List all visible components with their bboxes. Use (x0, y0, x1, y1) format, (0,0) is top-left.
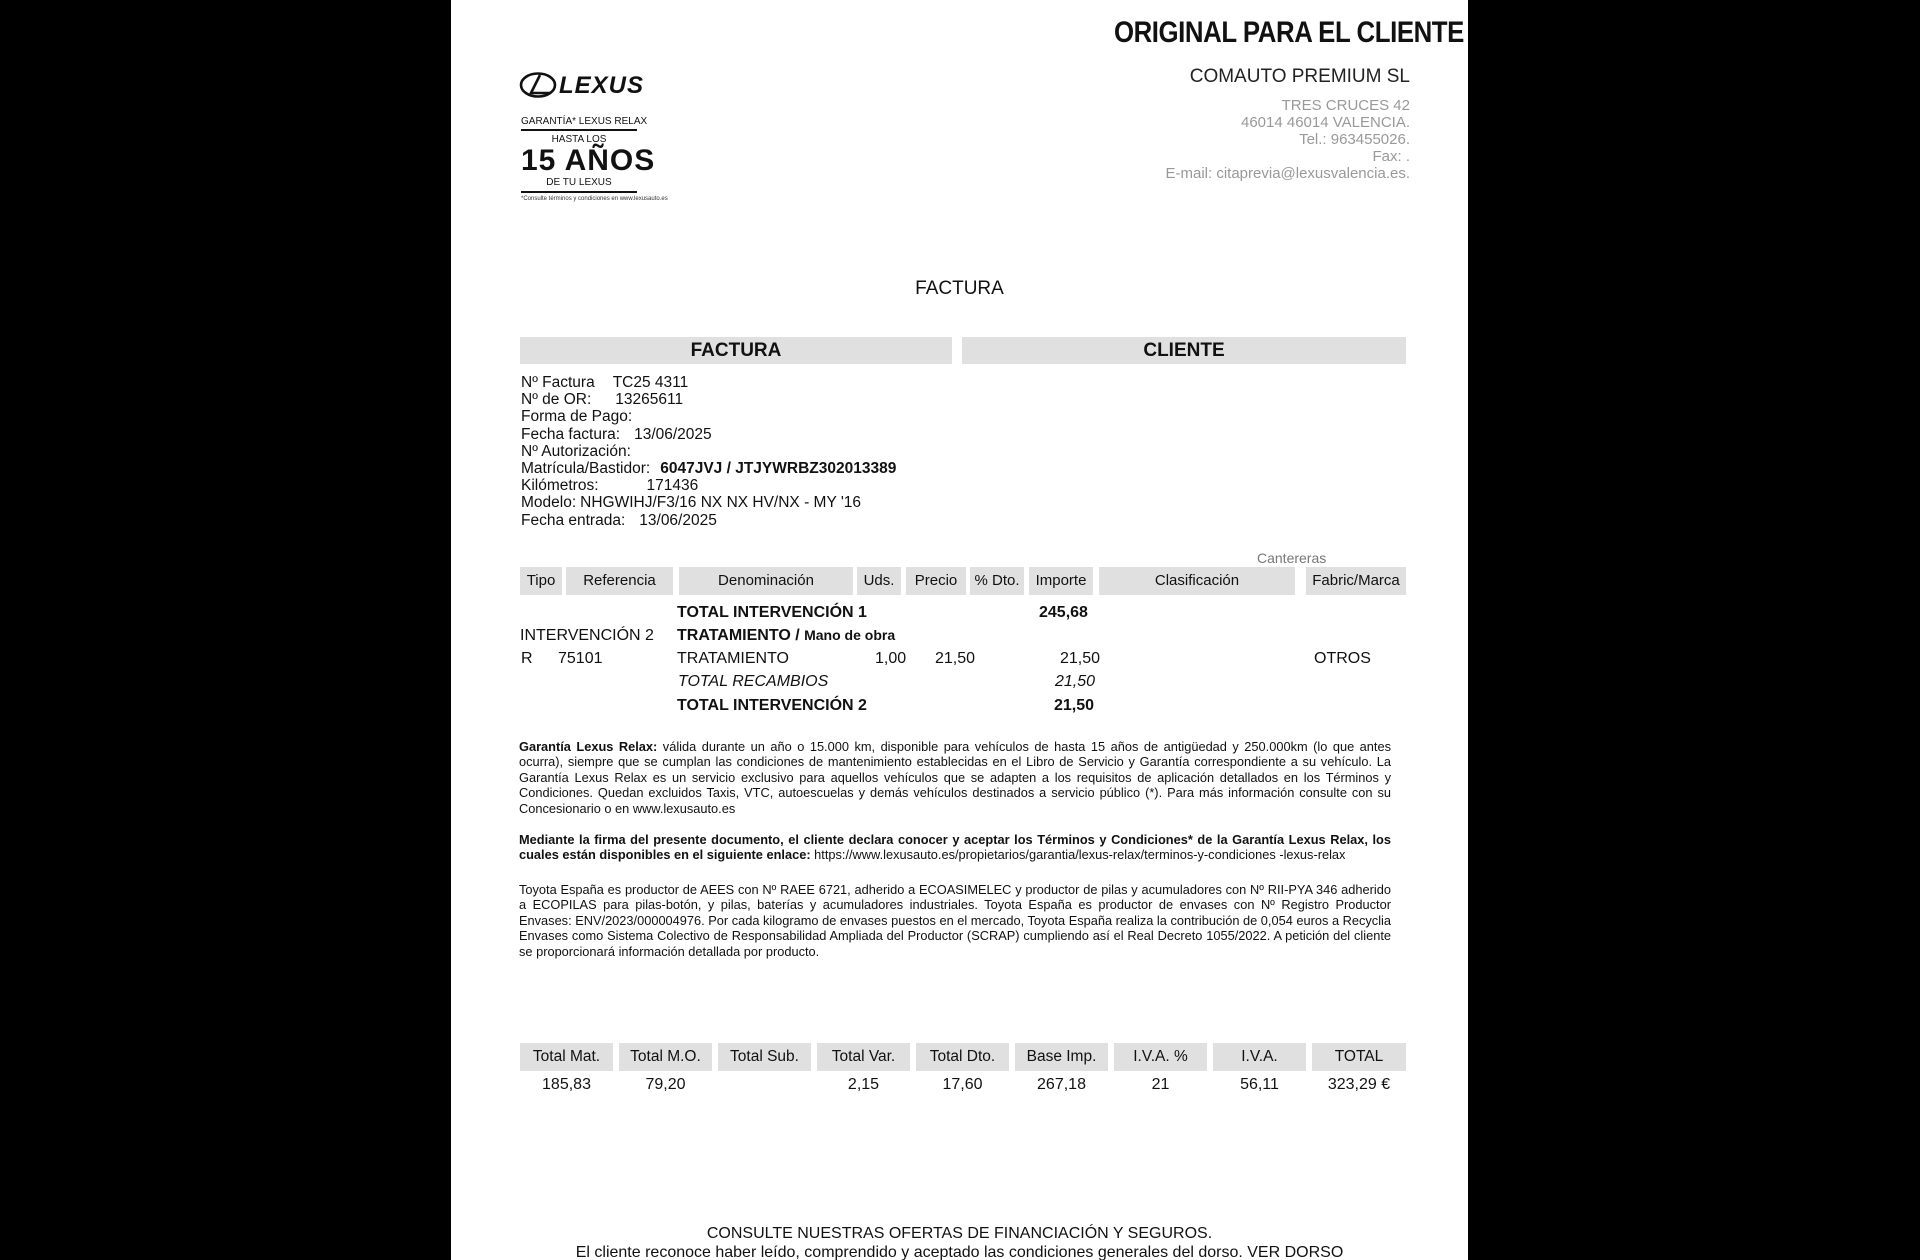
total-int2-label: TOTAL INTERVENCIÓN 2 (677, 697, 867, 714)
int2-desc (677, 627, 895, 645)
col-clasificacion: Clasificación (1099, 567, 1295, 595)
badge-line3: 15 AÑOS (521, 144, 656, 177)
int2-label: INTERVENCIÓN 2 (520, 627, 654, 644)
tot-head-iva-pct: I.V.A. % (1114, 1043, 1207, 1071)
col-referencia: Referencia (566, 567, 673, 595)
tot-val-mat: 185,83 (542, 1076, 591, 1093)
cliente-section-bar: CLIENTE (962, 337, 1406, 364)
tot-val-var: 2,15 (847, 1076, 880, 1093)
dealer-fax: Fax: . (1372, 148, 1410, 165)
dealer-address1: TRES CRUCES 42 (1281, 97, 1410, 114)
info-value: NHGWIHJ/F3/16 NX NX HV/NX - MY '16 (580, 494, 862, 512)
col-uds: Uds. (857, 567, 901, 595)
info-value: TC25 4311 (612, 374, 689, 391)
badge-line4: DE TU LEXUS (521, 177, 637, 193)
client-fragment: Cantereras (1257, 550, 1327, 566)
dealer-name: COMAUTO PREMIUM SL (1189, 66, 1410, 87)
tot-val-total: 323,29 € (1327, 1076, 1391, 1093)
info-row-autorizacion (521, 443, 896, 460)
col-denominacion: Denominación (679, 567, 853, 595)
info-label: Nº de OR: (521, 391, 592, 409)
total-int1-label: TOTAL INTERVENCIÓN 1 (677, 604, 867, 621)
dealer-info (1166, 97, 1411, 182)
col-importe: Importe (1029, 567, 1093, 595)
tot-head-mat: Total Mat. (520, 1043, 613, 1071)
badge-line2: HASTA LOS (551, 134, 607, 145)
info-label: Kilómetros: (521, 477, 599, 495)
item-precio: 21,50 (935, 650, 976, 667)
legal-terms-title: Mediante la firma del presente documento, el cliente declara conocer y aceptar los Términos y Condiciones* de la Garantía Lexus Relax, los cuales están disponibles en el siguiente enlace: (519, 832, 1391, 863)
invoice-info (521, 374, 896, 529)
dealer-phone: Tel.: 963455026. (1299, 131, 1410, 148)
lexus-wordmark: LEXUS (559, 72, 645, 99)
info-row-or (521, 391, 896, 408)
total-recambios-value: 21,50 (1055, 673, 1096, 690)
info-value: 6047JVJ / JTJYWRBZ302013389 (660, 460, 897, 478)
tot-head-base: Base Imp. (1015, 1043, 1108, 1071)
invoice-page (451, 0, 1468, 1260)
col-dto: % Dto. (970, 567, 1024, 595)
info-label: Nº Autorización: (521, 442, 631, 460)
tot-val-iva-pct: 21 (1151, 1076, 1170, 1093)
dealer-address2: 46014 46014 VALENCIA. (1240, 114, 1410, 131)
info-row-km (521, 477, 896, 494)
dealer-email: E-mail: citaprevia@lexusvalencia.es. (1165, 165, 1410, 182)
col-fabric-marca: Fabric/Marca (1306, 567, 1406, 595)
info-label: Nº Factura (521, 374, 595, 391)
footer-line2: El cliente reconoce haber leído, comprendido y aceptado las condiciones generales del dorso. VER DORSO (575, 1244, 1344, 1260)
legal-terms-link: https://www.lexusauto.es/propietarios/garantia/lexus-relax/terminos-y-condiciones -lexus-relax (810, 847, 1346, 863)
info-value: 13/06/2025 (639, 511, 717, 529)
tot-val-dto: 17,60 (942, 1076, 983, 1093)
factura-section-bar: FACTURA (520, 337, 952, 364)
legal-warranty (519, 739, 1391, 816)
tot-val-base: 267,18 (1037, 1076, 1086, 1093)
item-denom: TRATAMIENTO (677, 650, 789, 667)
col-precio: Precio (906, 567, 966, 595)
legal-terms (519, 832, 1391, 863)
info-row-modelo (521, 494, 896, 511)
int2-desc-a: TRATAMIENTO / (677, 627, 805, 644)
legal-warranty-text: válida durante un año o 15.000 km, disponible para vehículos de hasta 15 años de antigüedad y 250.000km (lo que antes ocurra), siempre que se cumplan las condiciones de mantenimiento establecidas en el Libro de Servicio y Garantía correspondiente a su vehículo. La Garantía Lexus Relax es un servicio exclusivo para aquellos vehículos que se adapten a los requisitos de aplicación detallados en los Términos y Condiciones. Quedan excluidos Taxis, VTC, autoescuelas y demás vehículos destinados a servicio público (*). Para más información consulte con su Concesionario o en www.lexusauto.es (519, 739, 1391, 816)
info-row-pago (521, 408, 896, 425)
badge-line5: *Consulte términos y condiciones en www.lexusauto.es (521, 196, 668, 202)
info-row-entrada (521, 512, 896, 529)
int2-desc-b: Mano de obra (804, 627, 896, 643)
info-label: Forma de Pago: (521, 408, 633, 426)
info-label: Modelo: (521, 494, 577, 512)
tot-val-iva: 56,11 (1240, 1076, 1279, 1093)
badge-line1: GARANTÍA* LEXUS RELAX (521, 116, 637, 131)
tot-head-var: Total Var. (817, 1043, 910, 1071)
lexus-logo (519, 70, 679, 100)
tot-head-mo: Total M.O. (619, 1043, 712, 1071)
info-value: 13/06/2025 (634, 425, 712, 443)
legal-recycling: Toyota España es productor de AEES con Nº RAEE 6721, adherido a ECOASIMELEC y productor de pilas y acumuladores con Nº RII-PYA 346 adherido a ECOPILAS para pilas-botón, y pilas, baterías y acumuladores industriales. Toyota España es productor de envases con Nº Registro Productor Envases: ENV/2023/000004976. Por cada kilogramo de envases puestos en el mercado, Toyota España realiza la contribución de 0,054 euros a Recyclia Envases como Sistema Colectivo de Responsabilidad Ampliada del Productor (SCRAP) cumpliendo así el Real Decreto 1055/2022. A petición del cliente se proporcionará información detallada por producto. (519, 882, 1391, 959)
total-int1-value: 245,68 (1039, 604, 1088, 621)
item-ref: 75101 (558, 650, 603, 667)
legal-warranty-title: Garantía Lexus Relax: (519, 739, 658, 754)
info-label: Matrícula/Bastidor: (521, 460, 651, 478)
item-importe: 21,50 (1060, 650, 1101, 667)
item-marca: OTROS (1314, 650, 1371, 667)
info-row-matricula (521, 460, 896, 477)
document-title: FACTURA (915, 278, 1004, 299)
footer-line1: CONSULTE NUESTRAS OFERTAS DE FINANCIACIÓN Y SEGUROS. (706, 1225, 1213, 1242)
total-int2-value: 21,50 (1054, 697, 1095, 714)
tot-head-dto: Total Dto. (916, 1043, 1009, 1071)
warranty-badge (521, 116, 668, 202)
info-label: Fecha factura: (521, 425, 621, 443)
item-uds: 1,00 (875, 650, 907, 667)
tot-head-total: TOTAL (1312, 1043, 1406, 1071)
tot-val-mo: 79,20 (645, 1076, 686, 1093)
item-tipo: R (521, 650, 533, 667)
info-label: Fecha entrada: (521, 511, 626, 529)
tot-head-iva: I.V.A. (1213, 1043, 1306, 1071)
col-tipo: Tipo (520, 567, 562, 595)
info-value: 13265611 (615, 391, 684, 409)
tot-head-sub: Total Sub. (718, 1043, 811, 1071)
info-row-fecha (521, 426, 896, 443)
info-value: 171436 (646, 477, 699, 495)
original-label: ORIGINAL PARA EL CLIENTE (1114, 16, 1464, 49)
total-recambios-label: TOTAL RECAMBIOS (678, 673, 829, 690)
lexus-emblem-icon (519, 71, 557, 99)
info-row-factura (521, 374, 896, 391)
